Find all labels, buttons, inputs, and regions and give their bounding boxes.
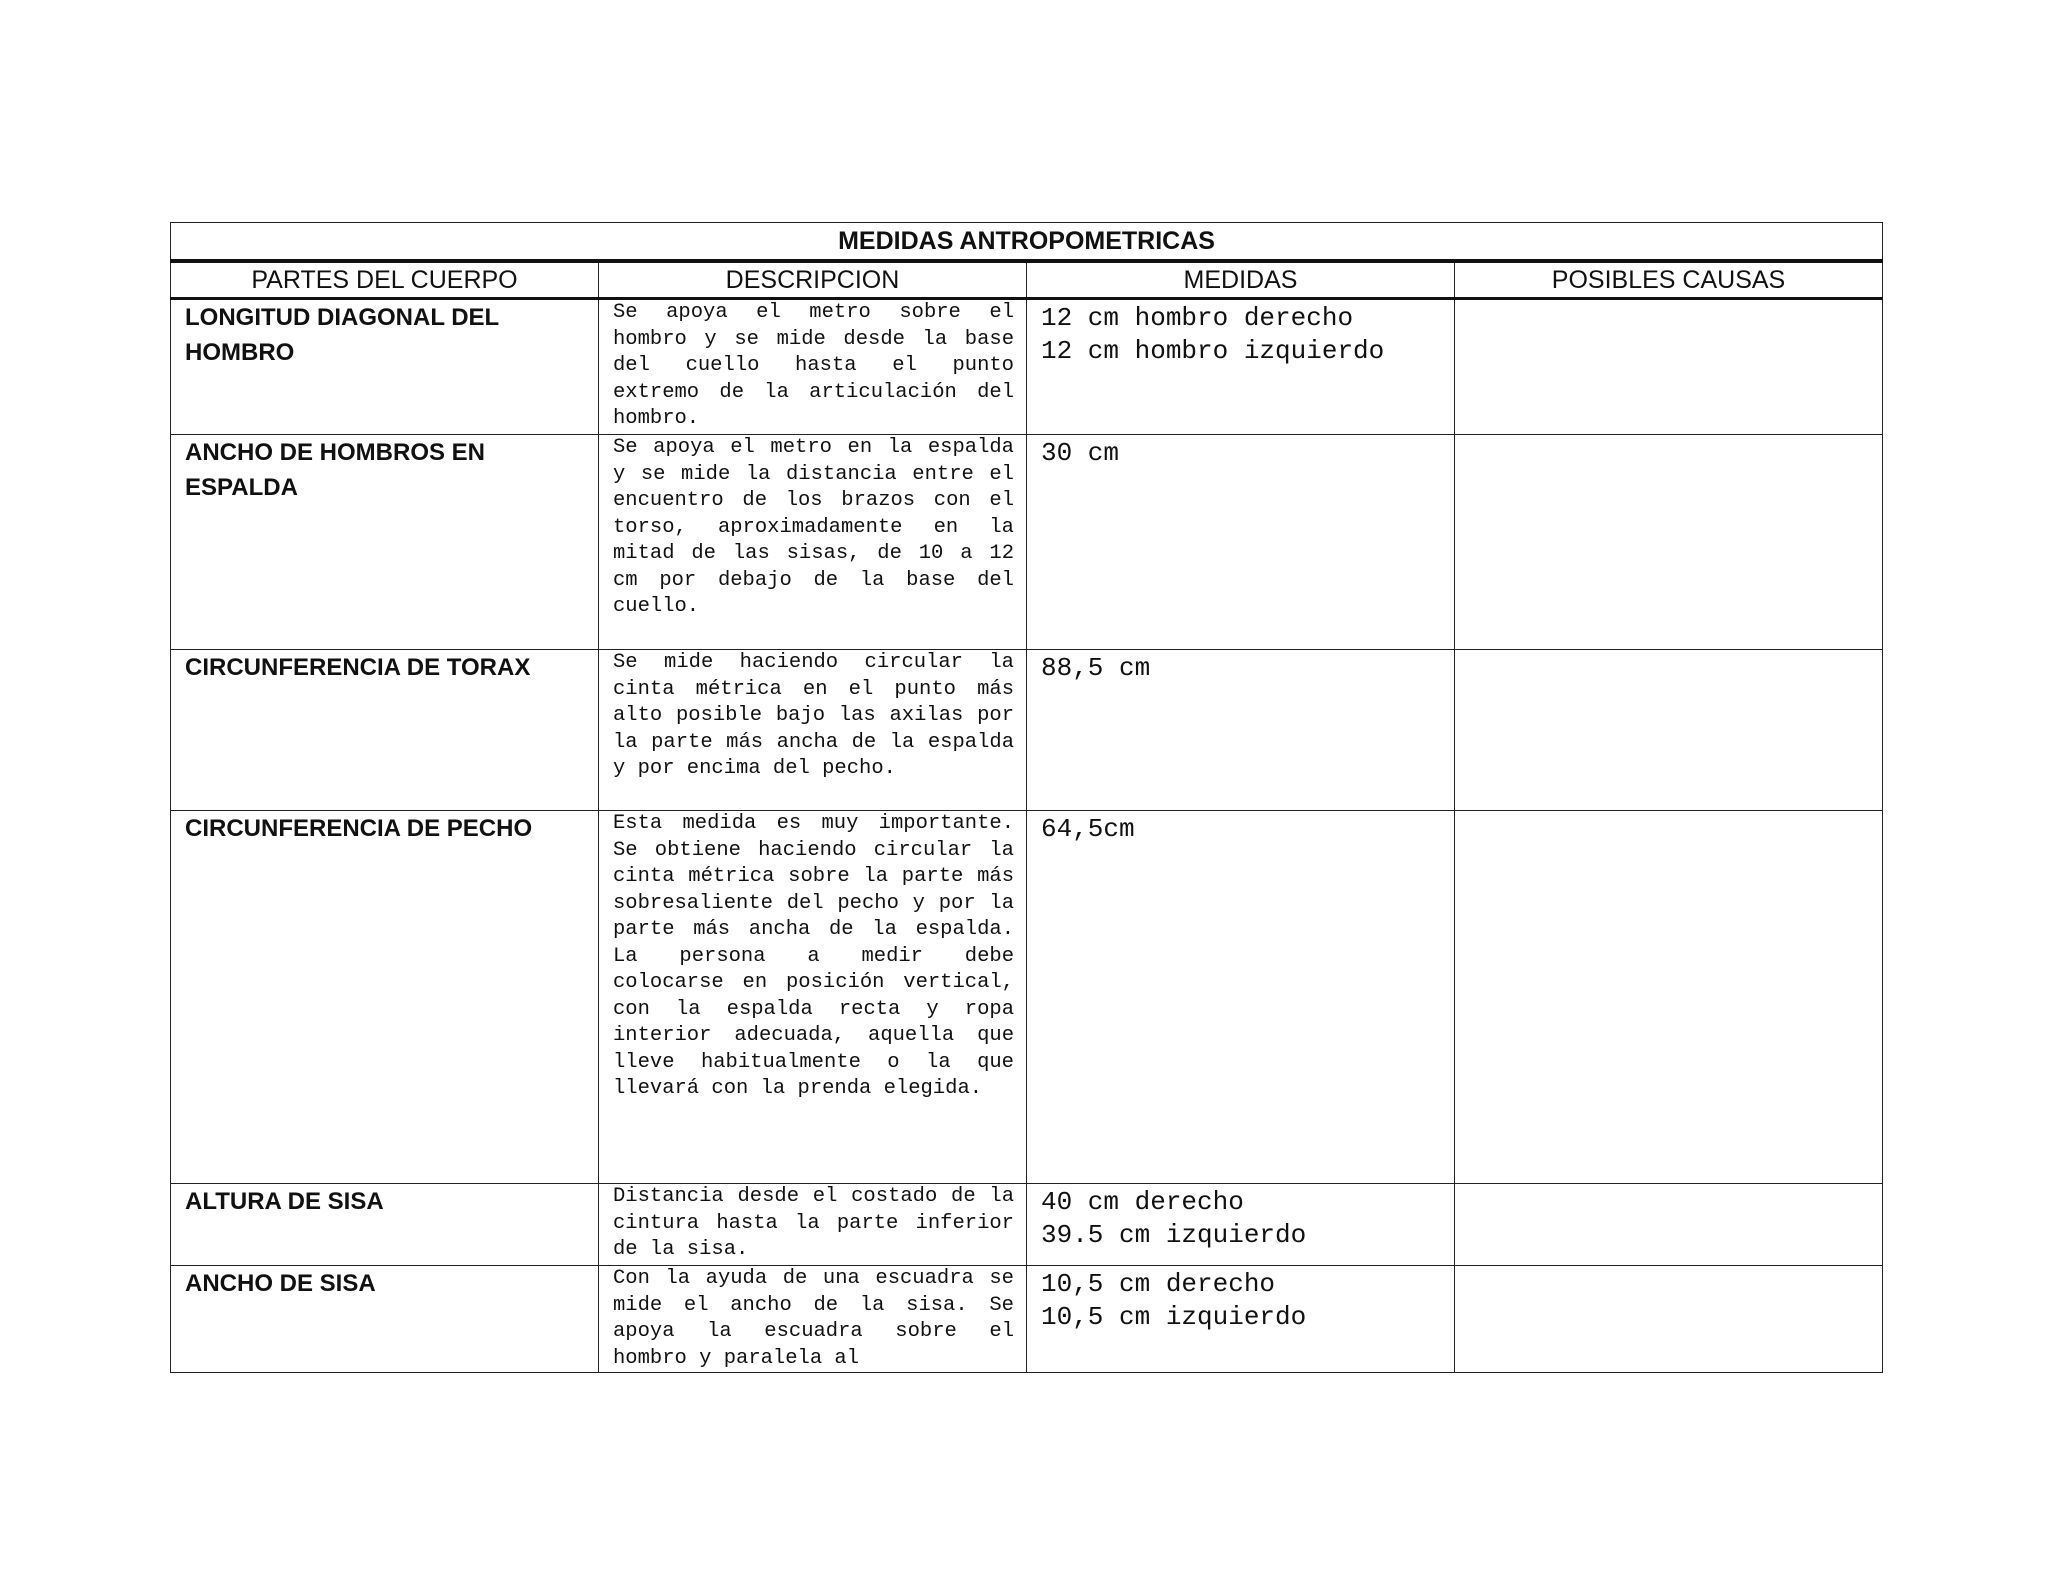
measure-cell: 12 cm hombro derecho 12 cm hombro izquierdo	[1027, 299, 1455, 435]
causes-cell	[1455, 1184, 1883, 1266]
body-part-cell: ANCHO DE HOMBROS EN ESPALDA	[171, 435, 599, 650]
table-header-row	[171, 261, 1883, 299]
table-row	[171, 1184, 1883, 1266]
measure-cell: 10,5 cm derecho 10,5 cm izquierdo	[1027, 1266, 1455, 1373]
table-row	[171, 299, 1883, 435]
causes-cell	[1455, 435, 1883, 650]
header-description: DESCRIPCION	[599, 261, 1027, 299]
table-row	[171, 650, 1883, 811]
causes-cell	[1455, 299, 1883, 435]
measure-cell: 30 cm	[1027, 435, 1455, 650]
table-title: MEDIDAS ANTROPOMETRICAS	[171, 223, 1883, 262]
measure-cell: 64,5cm	[1027, 811, 1455, 1184]
description-cell: Distancia desde el costado de la cintura hasta la parte inferior de la sisa.	[599, 1184, 1027, 1266]
description-cell: Se mide haciendo circular la cinta métrica en el punto más alto posible bajo las axilas por la parte más ancha de la espalda y por encima del pecho.	[599, 650, 1027, 811]
anthropometric-table	[170, 222, 1883, 1373]
description-cell: Se apoya el metro sobre el hombro y se mide desde la base del cuello hasta el punto extremo de la articulación del hombro.	[599, 299, 1027, 435]
header-body-parts: PARTES DEL CUERPO	[171, 261, 599, 299]
description-cell: Se apoya el metro en la espalda y se mide la distancia entre el encuentro de los brazos con el torso, aproximadamente en la mitad de las sisas, de 10 a 12 cm por debajo de la base del cuello.	[599, 435, 1027, 650]
header-measures: MEDIDAS	[1027, 261, 1455, 299]
body-part-cell: ANCHO DE SISA	[171, 1266, 599, 1373]
table-row	[171, 435, 1883, 650]
description-cell: Con la ayuda de una escuadra se mide el ancho de la sisa. Se apoya la escuadra sobre el hombro y paralela al	[599, 1266, 1027, 1373]
body-part-cell: CIRCUNFERENCIA DE PECHO	[171, 811, 599, 1184]
body-part-cell: CIRCUNFERENCIA DE TORAX	[171, 650, 599, 811]
causes-cell	[1455, 811, 1883, 1184]
measure-cell: 88,5 cm	[1027, 650, 1455, 811]
causes-cell	[1455, 1266, 1883, 1373]
table-title-row	[171, 223, 1883, 262]
table-row	[171, 1266, 1883, 1373]
measure-cell: 40 cm derecho 39.5 cm izquierdo	[1027, 1184, 1455, 1266]
body-part-cell: ALTURA DE SISA	[171, 1184, 599, 1266]
causes-cell	[1455, 650, 1883, 811]
table-row	[171, 811, 1883, 1184]
description-cell: Esta medida es muy importante. Se obtiene haciendo circular la cinta métrica sobre la parte más sobresaliente del pecho y por la parte más ancha de la espalda. La persona a medir debe colocarse en posición vertical, con la espalda recta y ropa interior adecuada, aquella que lleve habitualmente o la que llevará con la prenda elegida.	[599, 811, 1027, 1184]
body-part-cell: LONGITUD DIAGONAL DEL HOMBRO	[171, 299, 599, 435]
header-possible-causes: POSIBLES CAUSAS	[1455, 261, 1883, 299]
